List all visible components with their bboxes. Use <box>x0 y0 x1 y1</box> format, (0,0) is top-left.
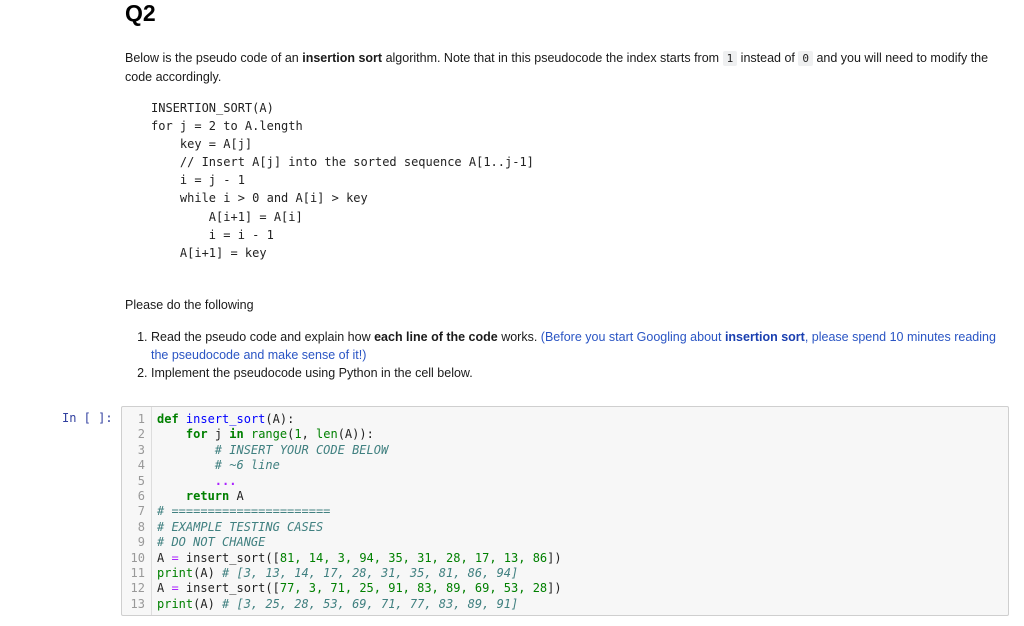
code-line: def insert_sort(A): <box>157 412 295 426</box>
code-line: ... <box>214 473 237 488</box>
pseudo-line: i = i - 1 <box>151 227 274 242</box>
question-heading: Q2 <box>125 0 156 26</box>
intro-paragraph: Below is the pseudo code of an insertion sort algorithm. Note that in this pseudocode the index starts from 1 instead of 0 and you will need to modify the code accordingly. <box>125 51 989 84</box>
inline-code-zero: 0 <box>798 51 813 66</box>
bold-insertion-sort: insertion sort <box>302 51 383 65</box>
code-line: # ~6 line <box>214 458 280 473</box>
step-item: 1. Read the pseudo code and explain how each line of the code works. (Before you start Googling about insertion sort, please spend 10 minutes reading the pseudocode and make sense of it!) <box>151 328 1011 364</box>
code-line: A = insert_sort([81, 14, 3, 94, 35, 31, 28, 17, 13, 86]) <box>157 550 562 565</box>
line-number: 1 <box>137 412 145 426</box>
pseudo-line: for j = 2 to A.length <box>151 119 303 134</box>
line-number: 13 <box>130 596 145 611</box>
pseudo-line: i = j - 1 <box>151 173 245 188</box>
pseudo-line: while i > 0 and A[i] > key <box>151 191 368 206</box>
pseudo-line: // Insert A[j] into the sorted sequence A[1..j-1] <box>151 155 534 170</box>
pseudo-line: key = A[j] <box>151 137 253 152</box>
code-cell-editor[interactable] <box>121 406 1009 616</box>
instruction-text: Please do the following <box>125 298 254 312</box>
step-item: 2. Implement the pseudocode using Python in the cell below. <box>151 364 1011 382</box>
line-number: 11 <box>130 566 145 580</box>
line-number: 6 <box>137 489 145 503</box>
cell-prompt: In [ ]: <box>62 411 113 425</box>
line-number: 2 <box>137 427 145 442</box>
code-line: A = insert_sort([77, 3, 71, 25, 91, 83, 89, 69, 53, 28]) <box>157 581 562 596</box>
steps-list <box>130 328 1011 382</box>
inline-code-one: 1 <box>723 51 738 66</box>
line-number: 3 <box>137 442 145 457</box>
line-number: 10 <box>130 550 145 565</box>
line-number: 8 <box>137 519 145 534</box>
pseudo-line: A[i+1] = key <box>151 245 267 260</box>
step-note: (Before you start Googling about insertion sort, please spend 10 minutes reading the pseudocode and make sense of it!) <box>151 330 996 362</box>
code-line: # EXAMPLE TESTING CASES <box>157 519 324 534</box>
code-line: # INSERT YOUR CODE BELOW <box>214 442 389 457</box>
line-number: 9 <box>137 535 145 550</box>
pseudo-line: A[i+1] = A[i] <box>151 209 303 224</box>
line-number: 7 <box>137 504 145 519</box>
line-number: 5 <box>137 473 145 488</box>
pseudo-line: INSERTION_SORT(A) <box>151 101 274 115</box>
code-line: print(A) # [3, 13, 14, 17, 28, 31, 35, 81, 86, 94] <box>157 566 519 580</box>
code-line: for j in range(1, len(A)): <box>185 427 374 442</box>
line-number: 4 <box>137 458 145 473</box>
pseudocode-block <box>151 99 534 262</box>
line-number: 12 <box>130 581 145 596</box>
code-line: return A <box>185 489 244 503</box>
code-line: # DO NOT CHANGE <box>157 535 266 550</box>
code-line: print(A) # [3, 25, 28, 53, 69, 71, 77, 83, 89, 91] <box>157 596 519 611</box>
line-number-gutter <box>122 407 152 615</box>
code-line: # ====================== <box>157 504 331 519</box>
